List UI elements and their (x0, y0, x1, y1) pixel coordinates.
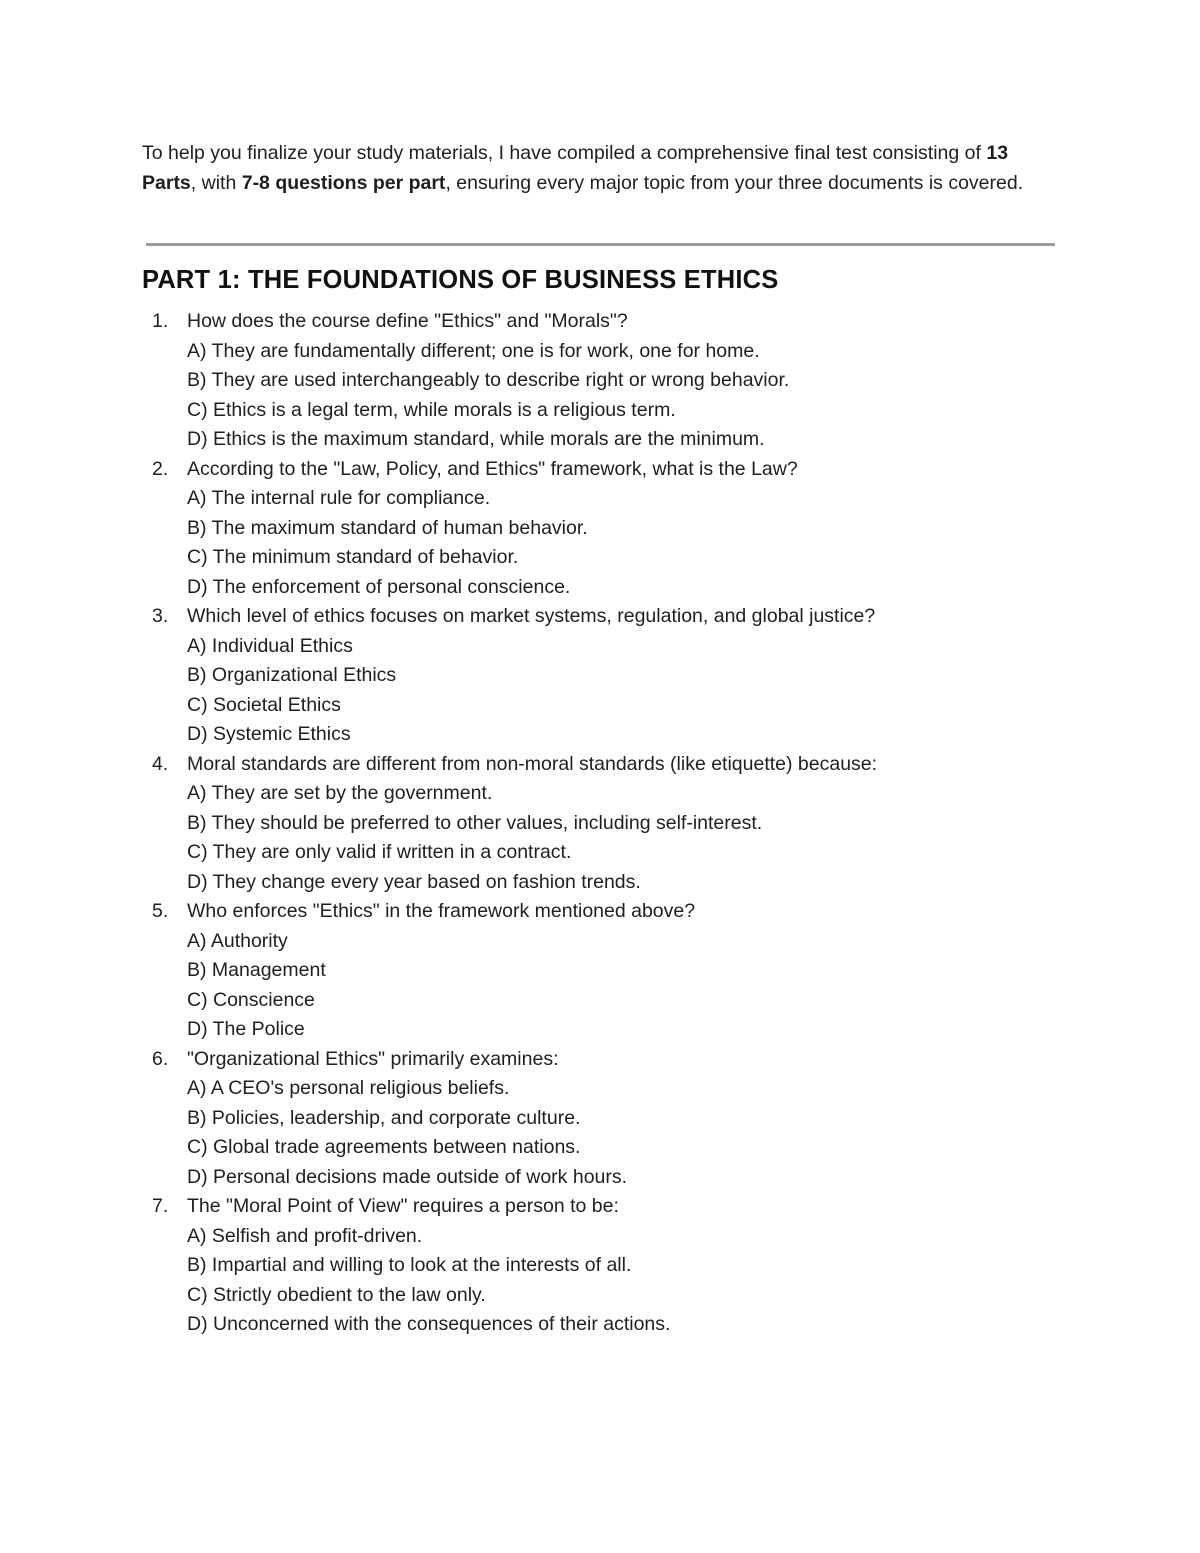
intro-paragraph (142, 139, 1055, 198)
intro-text-3: , ensuring every major topic from your three documents is covered. (445, 171, 1024, 194)
question-item (142, 1045, 1055, 1193)
answer-option: C) Ethics is a legal term, while morals is a religious term. (187, 398, 676, 421)
answer-option: A) They are set by the government. (187, 782, 493, 804)
intro-text-1: To help you finalize your study materials, I have compiled a comprehensive final test consisting of (142, 142, 987, 164)
intro-bold-parts: 13 Parts (142, 142, 1009, 194)
question-text: Who enforces "Ethics" in the framework mentioned above? (187, 900, 696, 922)
answer-option: B) Impartial and willing to look at the interests of all. (187, 1254, 632, 1276)
question-number: 2. (152, 457, 169, 480)
answer-option: A) Authority (187, 929, 288, 952)
question-text: Moral standards are different from non-moral standards (like etiquette) because: (187, 752, 878, 775)
answer-option: A) The internal rule for compliance. (187, 487, 491, 509)
intro-text-2: , with (190, 171, 242, 194)
answer-option: A) Selfish and profit-driven. (187, 1224, 423, 1247)
question-text: According to the "Law, Policy, and Ethics" framework, what is the Law? (187, 457, 798, 480)
answer-option: C) Conscience (187, 988, 315, 1011)
question-text: Which level of ethics focuses on market systems, regulation, and global justice? (187, 605, 876, 627)
answer-option: A) They are fundamentally different; one is for work, one for home. (187, 339, 760, 362)
horizontal-divider (146, 243, 1055, 246)
question-number: 5. (152, 900, 169, 922)
answer-option: D) Ethics is the maximum standard, while morals are the minimum. (187, 428, 765, 450)
answer-option: D) Unconcerned with the consequences of their actions. (187, 1313, 671, 1335)
question-list (142, 307, 1055, 1340)
question-text: How does the course define "Ethics" and "Morals"? (187, 310, 628, 332)
question-item (142, 750, 1055, 898)
answer-option: B) Policies, leadership, and corporate culture. (187, 1106, 581, 1129)
question-number: 1. (152, 310, 169, 332)
question-text: The "Moral Point of View" requires a person to be: (187, 1195, 619, 1217)
question-item (142, 307, 1055, 455)
answer-option: A) A CEO's personal religious beliefs. (187, 1077, 510, 1099)
answer-option: B) They should be preferred to other values, including self-interest. (187, 811, 763, 834)
answer-option: C) Strictly obedient to the law only. (187, 1283, 486, 1306)
answer-option: C) The minimum standard of behavior. (187, 546, 519, 568)
answer-option: B) They are used interchangeably to describe right or wrong behavior. (187, 369, 790, 391)
document-page (142, 139, 1055, 1340)
part-title: PART 1: THE FOUNDATIONS OF BUSINESS ETHICS (142, 266, 779, 294)
question-item (142, 602, 1055, 750)
question-item (142, 897, 1055, 1045)
answer-option: A) Individual Ethics (187, 634, 353, 657)
answer-option: C) Societal Ethics (187, 693, 341, 716)
answer-option: D) The enforcement of personal conscience. (187, 575, 571, 598)
answer-option: B) The maximum standard of human behavior. (187, 516, 588, 539)
question-number: 3. (152, 605, 169, 627)
answer-option: D) Personal decisions made outside of work hours. (187, 1165, 628, 1188)
question-number: 7. (152, 1195, 169, 1217)
question-text: "Organizational Ethics" primarily examines: (187, 1047, 559, 1070)
question-item (142, 455, 1055, 603)
answer-option: B) Organizational Ethics (187, 664, 397, 686)
answer-option: B) Management (187, 959, 326, 981)
question-item (142, 1192, 1055, 1340)
answer-option: D) The Police (187, 1018, 305, 1040)
intro-bold-questions: 7-8 questions per part (241, 171, 446, 194)
answer-option: D) They change every year based on fashion trends. (187, 870, 641, 893)
question-number: 4. (152, 752, 169, 775)
answer-option: C) Global trade agreements between nations. (187, 1136, 581, 1158)
answer-option: D) Systemic Ethics (187, 723, 351, 745)
question-number: 6. (152, 1047, 169, 1070)
answer-option: C) They are only valid if written in a contract. (187, 841, 572, 863)
